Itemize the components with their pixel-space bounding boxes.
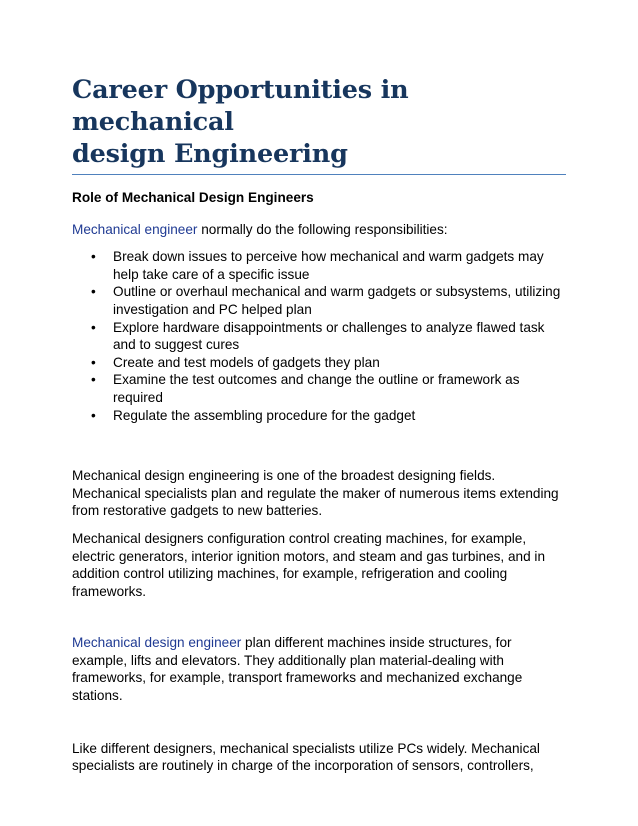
document-page	[72, 74, 566, 775]
body-paragraph-3	[72, 634, 566, 704]
list-item-text: Examine the test outcomes and change the outline or framework as required	[113, 372, 520, 405]
body-paragraph-2: Mechanical designers configuration control creating machines, for example, electric generators, interior ignition motors, and steam and gas turbines, and in addition control utilizing machines, for example, refrigeration and cooling frameworks.	[72, 530, 546, 599]
list-item	[72, 319, 566, 354]
list-item-text: Break down issues to perceive how mechanical and warm gadgets may help take care of a specific issue	[113, 249, 544, 282]
list-item	[72, 371, 566, 406]
list-item	[72, 354, 566, 372]
bullet-icon: •	[91, 249, 96, 265]
mechanical-design-engineer-link[interactable]: Mechanical design engineer	[72, 635, 242, 651]
paragraph-3-text: plan different machines inside structures, for example, lifts and elevators. They additionally plan material-dealing with frameworks, for example, transport frameworks and mechanized exchange stations.	[72, 635, 523, 704]
bullet-icon: •	[91, 372, 96, 388]
list-item-text: Explore hardware disappointments or challenges to analyze flawed task and to suggest cures	[113, 319, 545, 353]
section-heading: Role of Mechanical Design Engineers	[72, 190, 314, 205]
list-item	[72, 407, 566, 425]
list-item-text: Create and test models of gadgets they plan	[113, 354, 380, 370]
list-item-text: Regulate the assembling procedure for the gadget	[113, 407, 416, 423]
body-paragraph-4: Like different designers, mechanical specialists utilize PCs widely. Mechanical specialists are routinely in charge of the incorporation of sensors, controllers,	[72, 740, 540, 774]
intro-paragraph	[72, 221, 566, 239]
bullet-icon: •	[91, 354, 96, 370]
bullet-icon: •	[91, 407, 96, 423]
body-paragraph-1: Mechanical design engineering is one of the broadest designing fields. Mechanical specialists plan and regulate the maker of numerous items extending from restorative gadgets to new batteries.	[72, 468, 559, 519]
title-line-1: Career Opportunities in mechanical	[72, 75, 409, 137]
list-item	[72, 283, 566, 318]
intro-text: normally do the following responsibilities:	[197, 221, 448, 237]
mechanical-engineer-link[interactable]: Mechanical engineer	[72, 221, 198, 237]
responsibilities-list	[72, 248, 566, 424]
list-item-text: Outline or overhaul mechanical and warm gadgets or subsystems, utilizing investigation and PC helped plan	[113, 284, 561, 317]
bullet-icon: •	[91, 284, 96, 300]
bullet-icon: •	[91, 319, 96, 335]
page-title	[72, 74, 566, 175]
list-item	[72, 248, 566, 283]
title-line-2: design Engineering	[72, 139, 348, 169]
